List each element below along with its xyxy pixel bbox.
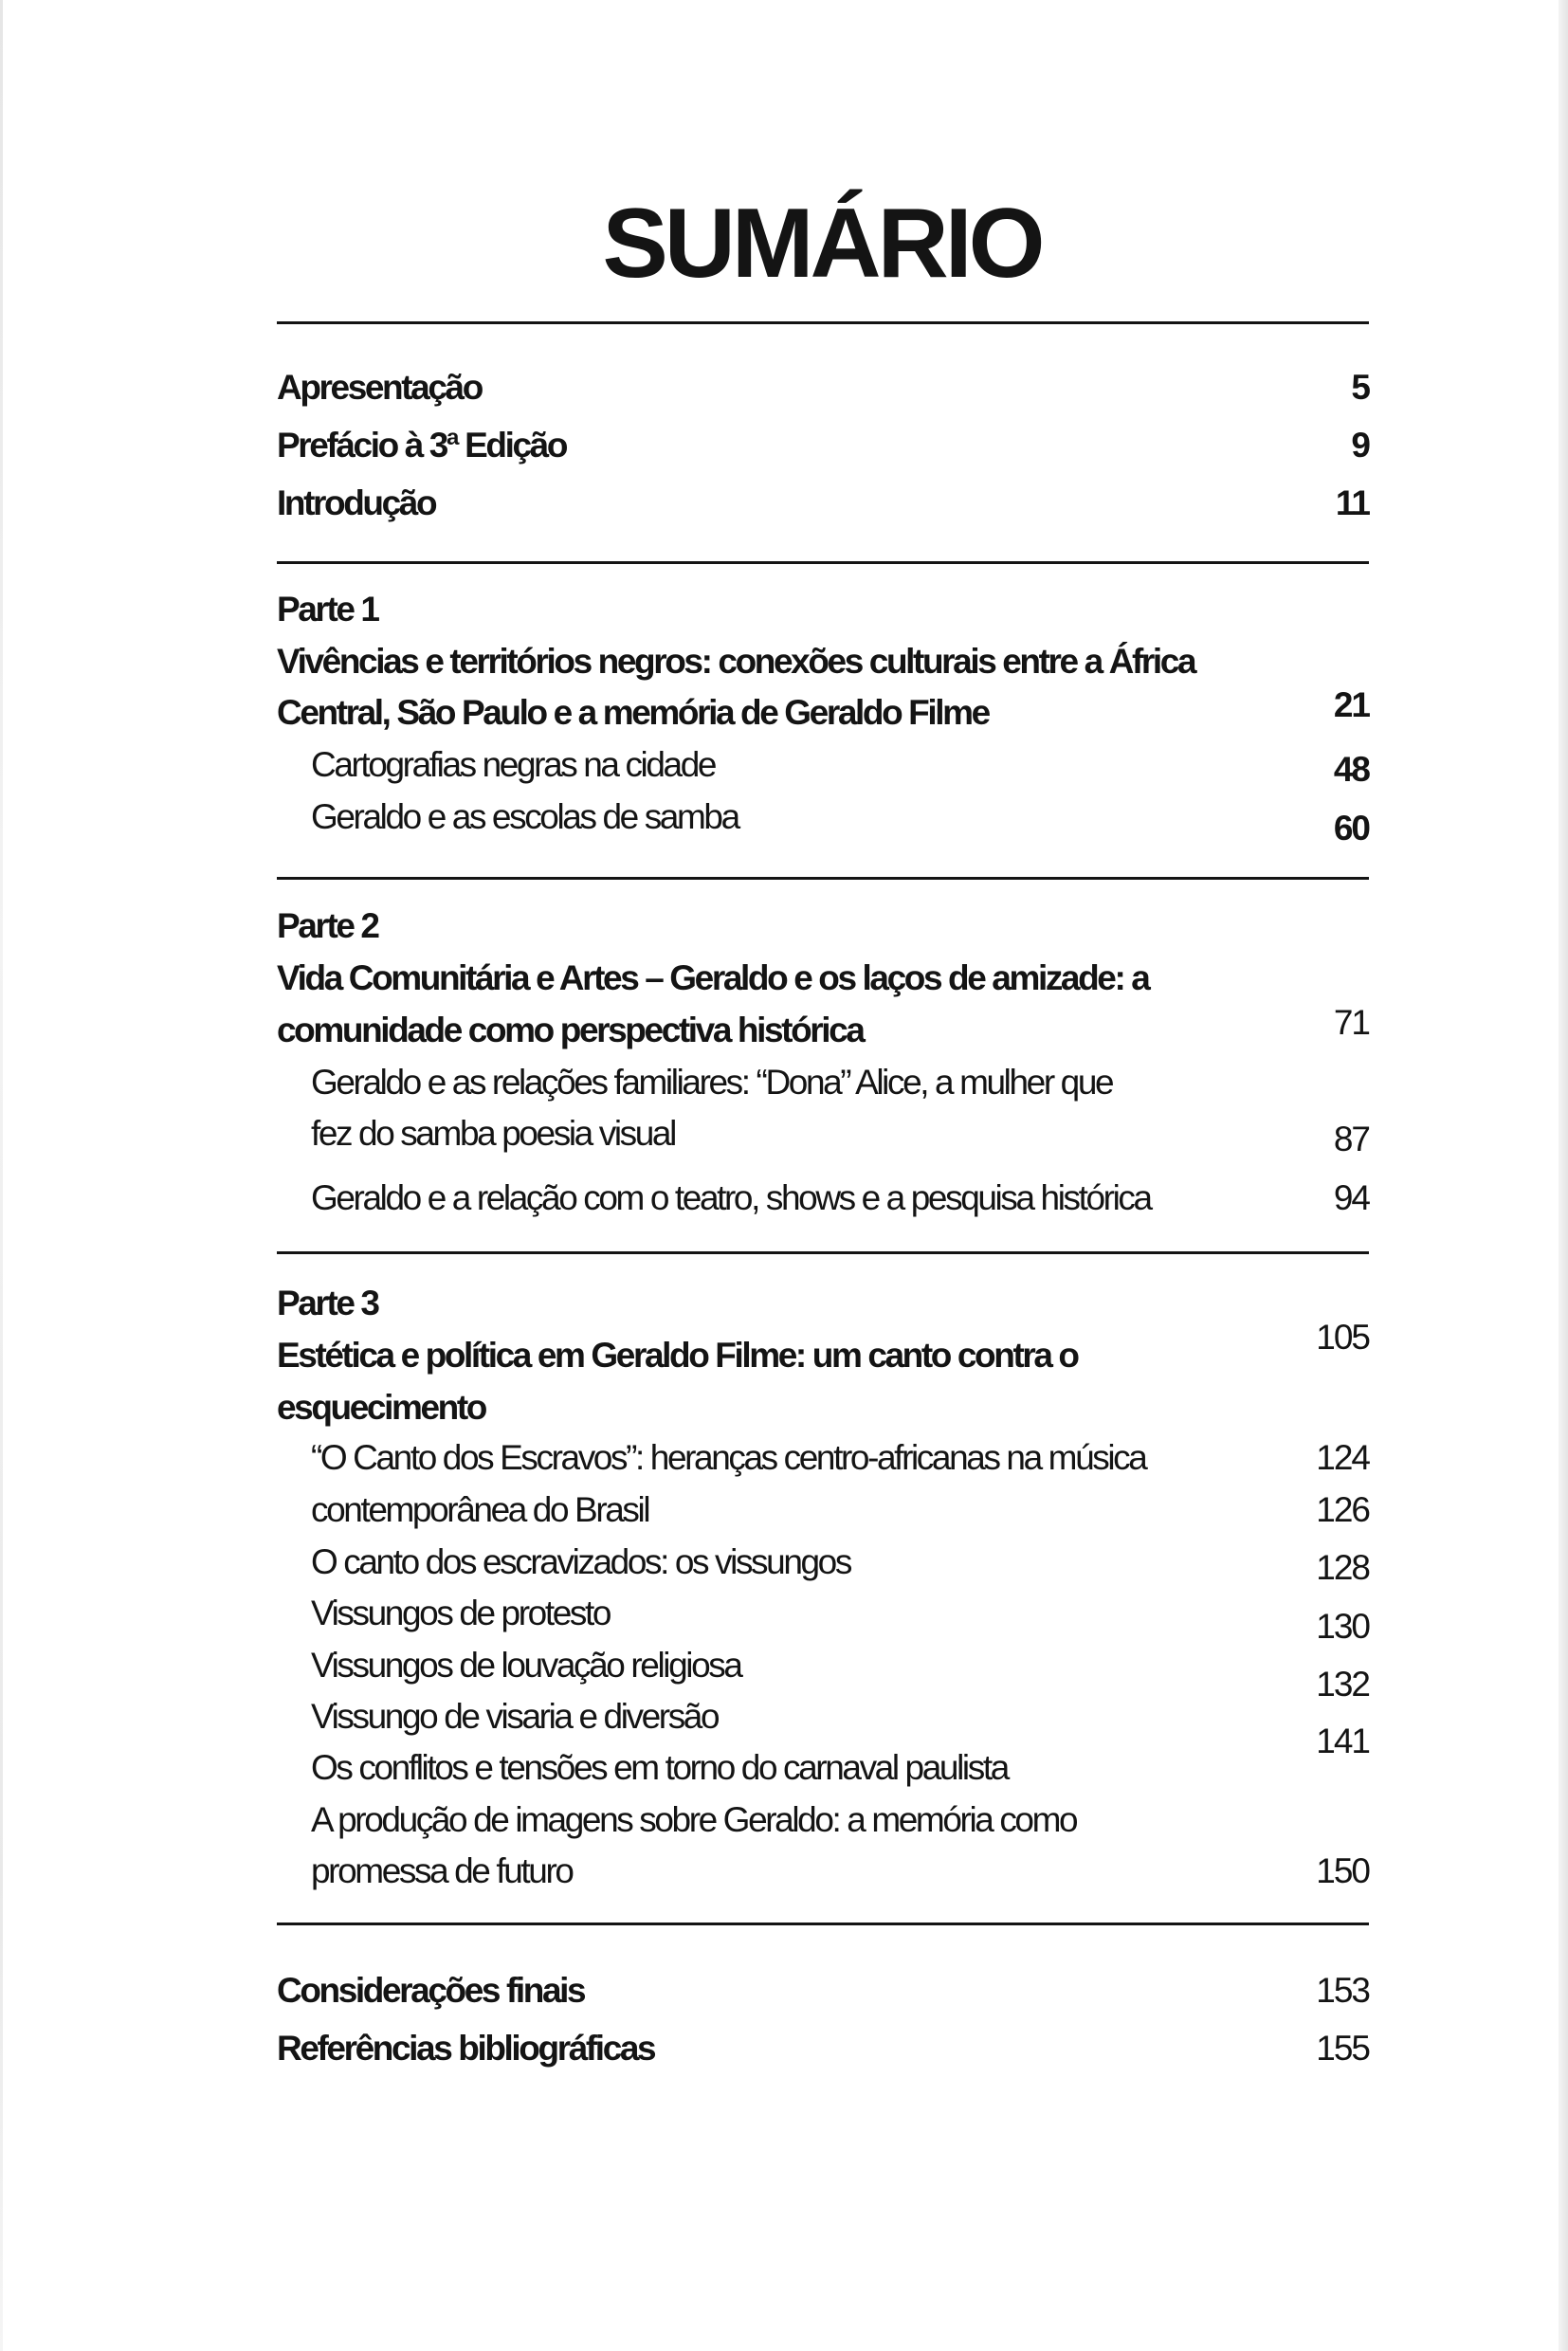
toc-entry-label: Os conflitos e tensões em torno do carnaval paulista: [311, 1748, 1008, 1787]
toc-entry-label: promessa de futuro: [311, 1851, 573, 1890]
toc-entry-label: Considerações finais: [277, 1971, 585, 2010]
toc-entry-vissungos[interactable]: [277, 1537, 1369, 1592]
toc-entry-page: 71: [1333, 1003, 1369, 1042]
toc-entry-conflitos-carnaval[interactable]: [277, 1742, 1369, 1797]
toc-entry-page: 94: [1333, 1178, 1369, 1217]
toc-entry-label: Referências bibliográficas: [277, 2029, 655, 2068]
toc-entry-page: 48: [1333, 750, 1369, 789]
toc-entry-label: Vissungo de visaria e diversão: [311, 1697, 719, 1736]
part-2-title-line-1[interactable]: [277, 953, 1369, 1008]
toc-entry-page: 21: [1333, 685, 1369, 724]
page-edge-left: [0, 0, 3, 2351]
divider: [277, 1923, 1369, 1925]
toc-entry-relacoes-familiares-line-1[interactable]: [277, 1057, 1369, 1112]
divider: [277, 561, 1369, 564]
toc-entry-page: 150: [1316, 1851, 1369, 1890]
toc-entry-referencias[interactable]: [277, 2023, 1369, 2078]
toc-entry-label: Vissungos de protesto: [311, 1594, 611, 1632]
page-edge-right: [1559, 0, 1568, 2351]
toc-entry-label: Geraldo e as escolas de samba: [311, 797, 738, 836]
toc-entry-page: 128: [1316, 1548, 1369, 1587]
part-title-text: comunidade como perspectiva histórica: [277, 1011, 864, 1049]
toc-entry-cartografias[interactable]: [277, 739, 1369, 794]
toc-entry-page: 141: [1316, 1722, 1369, 1760]
toc-entry-page: 9: [1351, 426, 1369, 465]
toc-entry-label: Introdução: [277, 483, 436, 522]
toc-entry-label: Geraldo e a relação com o teatro, shows e a pesquisa histórica: [311, 1178, 1151, 1217]
toc-entry-vissungo-visaria[interactable]: [277, 1691, 1369, 1760]
toc-entry-label: Vissungos de louvação religiosa: [311, 1646, 741, 1685]
toc-entry-label: contemporânea do Brasil: [311, 1490, 649, 1529]
part-title-text: esquecimento: [277, 1388, 485, 1427]
toc-entry-page: 5: [1351, 368, 1369, 407]
part-1-title-line-1[interactable]: [277, 636, 1369, 691]
part-3-title-line-2[interactable]: [277, 1382, 1369, 1437]
toc-entry-page: 155: [1316, 2029, 1369, 2068]
divider: [277, 877, 1369, 880]
toc-entry-label: O canto dos escravizados: os vissungos: [311, 1542, 850, 1581]
toc-entry-label: Geraldo e as relações familiares: “Dona” Alice, a mulher que: [311, 1063, 1113, 1102]
toc-entry-page: 87: [1333, 1120, 1369, 1158]
toc-entry-canto-dos-escravos[interactable]: [277, 1432, 1369, 1487]
toc-entry-page: 153: [1316, 1971, 1369, 2010]
toc-entry-producao-imagens-line-1[interactable]: [277, 1795, 1369, 1850]
toc-entry-page: 11: [1335, 483, 1369, 522]
toc-entry-prefacio[interactable]: [277, 420, 1369, 475]
toc-entry-apresentacao[interactable]: [277, 362, 1369, 417]
part-1-heading: [277, 584, 1369, 639]
part-3-heading: [277, 1278, 1369, 1333]
toc-entry-musica-contemporanea[interactable]: [277, 1485, 1369, 1540]
toc-entry-relacoes-familiares-line-2[interactable]: [277, 1108, 1369, 1163]
toc-entry-teatro-shows[interactable]: [277, 1173, 1369, 1228]
toc-entry-vissungos-louvacao[interactable]: [277, 1640, 1369, 1704]
toc-entry-label: Cartografias negras na cidade: [311, 745, 716, 784]
part-3-title-line-1[interactable]: [277, 1318, 1369, 1385]
toc-entry-producao-imagens-line-2[interactable]: [277, 1846, 1369, 1901]
toc-entry-label: fez do samba poesia visual: [311, 1114, 675, 1153]
part-2-heading: [277, 901, 1369, 956]
toc-entry-page: 60: [1333, 809, 1369, 847]
toc-entry-label: Prefácio à 3ª Edição: [277, 426, 567, 465]
toc-entry-label: Apresentação: [277, 368, 482, 407]
divider: [277, 321, 1369, 324]
part-title-text: Vida Comunitária e Artes – Geraldo e os laços de amizade: a: [277, 958, 1149, 997]
toc-entry-page: 130: [1316, 1607, 1369, 1646]
toc-entry-vissungos-protesto[interactable]: [277, 1588, 1369, 1646]
toc-entry-page: 105: [1316, 1318, 1369, 1357]
toc-entry-introducao[interactable]: [277, 478, 1369, 533]
part-1-title-line-2[interactable]: [277, 687, 1369, 742]
page-title: SUMÁRIO: [602, 189, 1042, 299]
toc-entry-escolas-de-samba[interactable]: [277, 792, 1369, 847]
toc-entry-page: 126: [1316, 1490, 1369, 1529]
toc-entry-page: 132: [1316, 1665, 1369, 1704]
part-heading-label: Parte 3: [277, 1284, 378, 1322]
toc-entry-consideracoes-finais[interactable]: [277, 1965, 1369, 2020]
divider: [277, 1251, 1369, 1254]
part-title-text: Central, São Paulo e a memória de Geraldo Filme: [277, 693, 989, 732]
toc-entry-label: A produção de imagens sobre Geraldo: a memória como: [311, 1800, 1077, 1839]
part-heading-label: Parte 2: [277, 906, 378, 945]
toc-entry-page: 124: [1316, 1438, 1369, 1477]
toc-entry-label: “O Canto dos Escravos”: heranças centro-africanas na música: [311, 1438, 1146, 1477]
part-2-title-line-2[interactable]: [277, 1005, 1369, 1060]
part-heading-label: Parte 1: [277, 590, 378, 629]
part-title-text: Estética e política em Geraldo Filme: um canto contra o: [277, 1336, 1078, 1375]
part-title-text: Vivências e territórios negros: conexões culturais entre a África: [277, 642, 1195, 681]
